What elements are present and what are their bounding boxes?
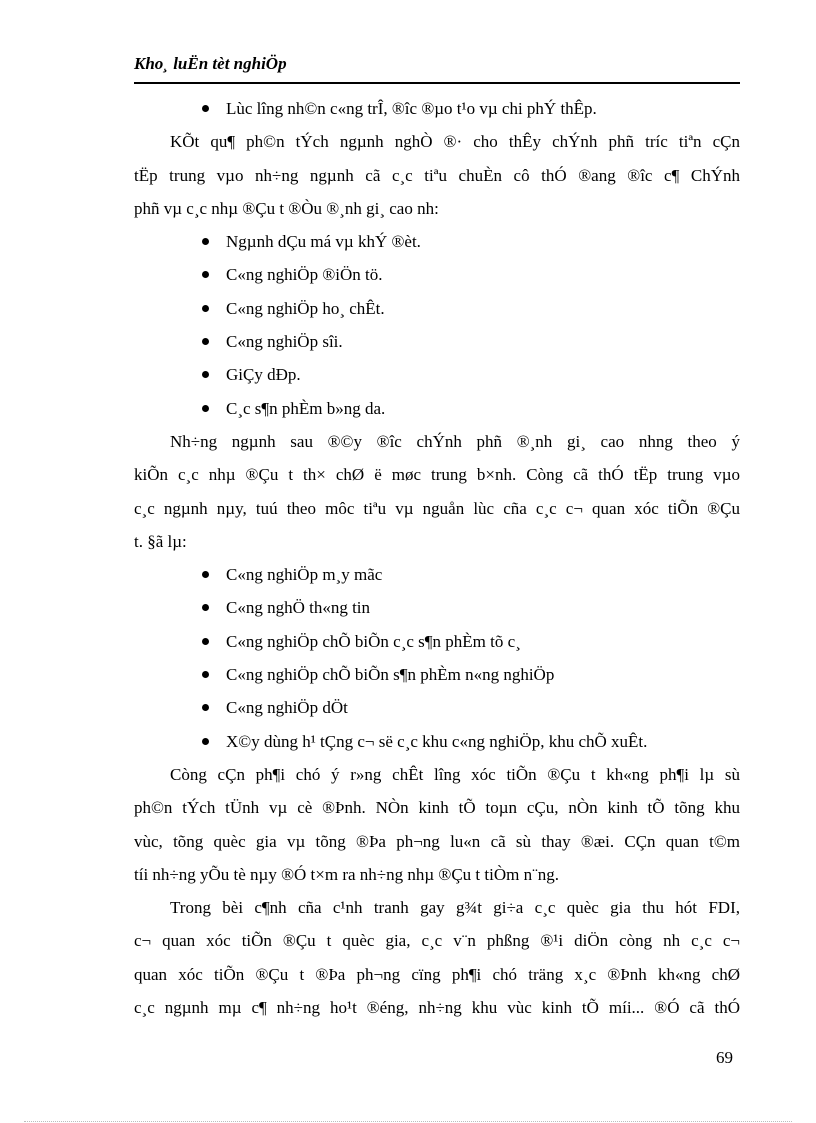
footer-divider (24, 1121, 792, 1122)
bullet-item (134, 691, 740, 724)
paragraph-line (134, 791, 740, 824)
bullet-icon (202, 571, 209, 578)
bullet-item (134, 358, 740, 391)
line-text: Lùc lîng nh©n c«ng trÎ, ®îc ®µo t¹o vµ chi phÝ thÊp. (226, 99, 597, 118)
bullet-icon (202, 371, 209, 378)
paragraph-line (134, 425, 740, 458)
bullet-item (134, 558, 740, 591)
paragraph-line (134, 125, 740, 158)
line-text: C¸c s¶n phÈm b»ng da. (226, 398, 386, 418)
line-text: C«ng nghiÖp chÕ biÕn c¸c s¶n phÈm tõ c¸ (226, 631, 521, 651)
line-text: c¸c ngµnh nµy, tuú theo môc tiªu vµ nguån lùc cña c¸c c¬ quan xóc tiÕn ®Çu (134, 498, 740, 518)
line-text: C«ng nghiÖp chÕ biÕn s¶n phÈm n«ng nghiÖp (226, 665, 555, 685)
bullet-icon (202, 405, 209, 412)
bullet-item (134, 325, 740, 358)
bullet-item (134, 591, 740, 624)
bullet-item (134, 225, 740, 258)
page-number: 69 (716, 1048, 733, 1067)
bullet-icon (202, 671, 209, 678)
page-header: Kho¸ luËn tèt nghiÖp (134, 54, 287, 73)
line-text: Còng cÇn ph¶i chó ý r»ng chÊt lîng xóc tiÕn ®Çu t kh«ng ph¶i lµ sù (170, 764, 740, 784)
line-text: KÕt qu¶ ph©n tÝch ngµnh nghÒ ®· cho thÊy chÝnh phñ tríc tiªn cÇn (170, 132, 740, 152)
line-text: t. §ã lµ: (134, 531, 187, 551)
bullet-item (134, 725, 740, 758)
bullet-icon (202, 638, 209, 645)
paragraph-line (134, 492, 740, 525)
line-text: vùc, tõng quèc gia vµ tõng ®Þa ph¬ng lu«n cã sù thay ®æi. CÇn quan t©m (134, 831, 740, 851)
line-text: GiÇy dÐp. (226, 365, 301, 385)
bullet-item (134, 625, 740, 658)
line-text: quan xóc tiÕn ®Çu t ®Þa ph¬ng cïng ph¶i chó träng x¸c ®Þnh kh«ng chØ (134, 964, 740, 984)
paragraph-line (134, 891, 740, 924)
line-text: C«ng nghiÖp m¸y mãc (226, 565, 383, 585)
header-rule (134, 82, 740, 84)
line-text: C«ng nghiÖp ®iÖn tö. (226, 265, 383, 285)
paragraph-line (134, 758, 740, 791)
bullet-item (134, 292, 740, 325)
line-text: C«ng nghÖ th«ng tin (226, 598, 371, 618)
bullet-item (134, 392, 740, 425)
bullet-icon (202, 305, 209, 312)
line-text: tËp trung vµo nh÷ng ngµnh cã c¸c tiªu chuÈn cô thÓ ®ang ®îc c¶ ChÝnh (134, 165, 740, 185)
line-text: c¬ quan xóc tiÕn ®Çu t quèc gia, c¸c v¨n phßng ®¹i diÖn còng nh c¸c c¬ (134, 931, 740, 951)
line-text: Ngµnh dÇu má vµ khÝ ®èt. (226, 232, 421, 252)
bullet-item (134, 658, 740, 691)
line-text: phñ vµ c¸c nhµ ®Çu t ®Òu ®¸nh gi¸ cao nh: (134, 198, 439, 218)
paragraph-line (134, 958, 740, 991)
paragraph-line (134, 991, 740, 1024)
line-text: X©y dùng h¹ tÇng c¬ së c¸c khu c«ng nghiÖp, khu chÕ xuÊt. (226, 731, 648, 751)
line-text: C«ng nghiÖp sîi. (226, 332, 343, 352)
line-text: Nh÷ng ngµnh sau ®©y ®îc chÝnh phñ ®¸nh gi¸ cao nhng theo ý (170, 431, 740, 451)
paragraph-line (134, 458, 740, 491)
bullet-item (134, 92, 740, 125)
line-text: ph©n tÝch tÜnh vµ cè ®Þnh. NÒn kinh tÕ toµn cÇu, nÒn kinh tÕ tõng khu (134, 798, 740, 818)
line-text: C«ng nghiÖp ho¸ chÊt. (226, 298, 385, 318)
bullet-icon (202, 604, 209, 611)
paragraph-line (134, 825, 740, 858)
line-text: c¸c ngµnh mµ c¶ nh÷ng ho¹t ®éng, nh÷ng khu vùc kinh tÕ míi... ®Ó cã thÓ (134, 998, 740, 1018)
bullet-item (134, 258, 740, 291)
paragraph-line (134, 525, 740, 558)
bullet-icon (202, 105, 209, 112)
bullet-icon (202, 738, 209, 745)
paragraph-line (134, 159, 740, 192)
page-body (134, 92, 740, 1024)
paragraph-line (134, 924, 740, 957)
line-text: kiÕn c¸c nhµ ®Çu t th× chØ ë møc trung b×nh. Còng cã thÓ tËp trung vµo (134, 465, 740, 485)
paragraph-line (134, 192, 740, 225)
line-text: C«ng nghiÖp dÖt (226, 698, 348, 718)
bullet-icon (202, 338, 209, 345)
paragraph-line (134, 858, 740, 891)
line-text: Trong bèi c¶nh cña c¹nh tranh gay g¾t gi÷a c¸c quèc gia thu hót FDI, (170, 898, 740, 918)
bullet-icon (202, 704, 209, 711)
line-text: tíi nh÷ng yÕu tè nµy ®Ó t×m ra nh÷ng nhµ ®Çu t tiÒm n¨ng. (134, 864, 559, 884)
bullet-icon (202, 271, 209, 278)
bullet-icon (202, 238, 209, 245)
